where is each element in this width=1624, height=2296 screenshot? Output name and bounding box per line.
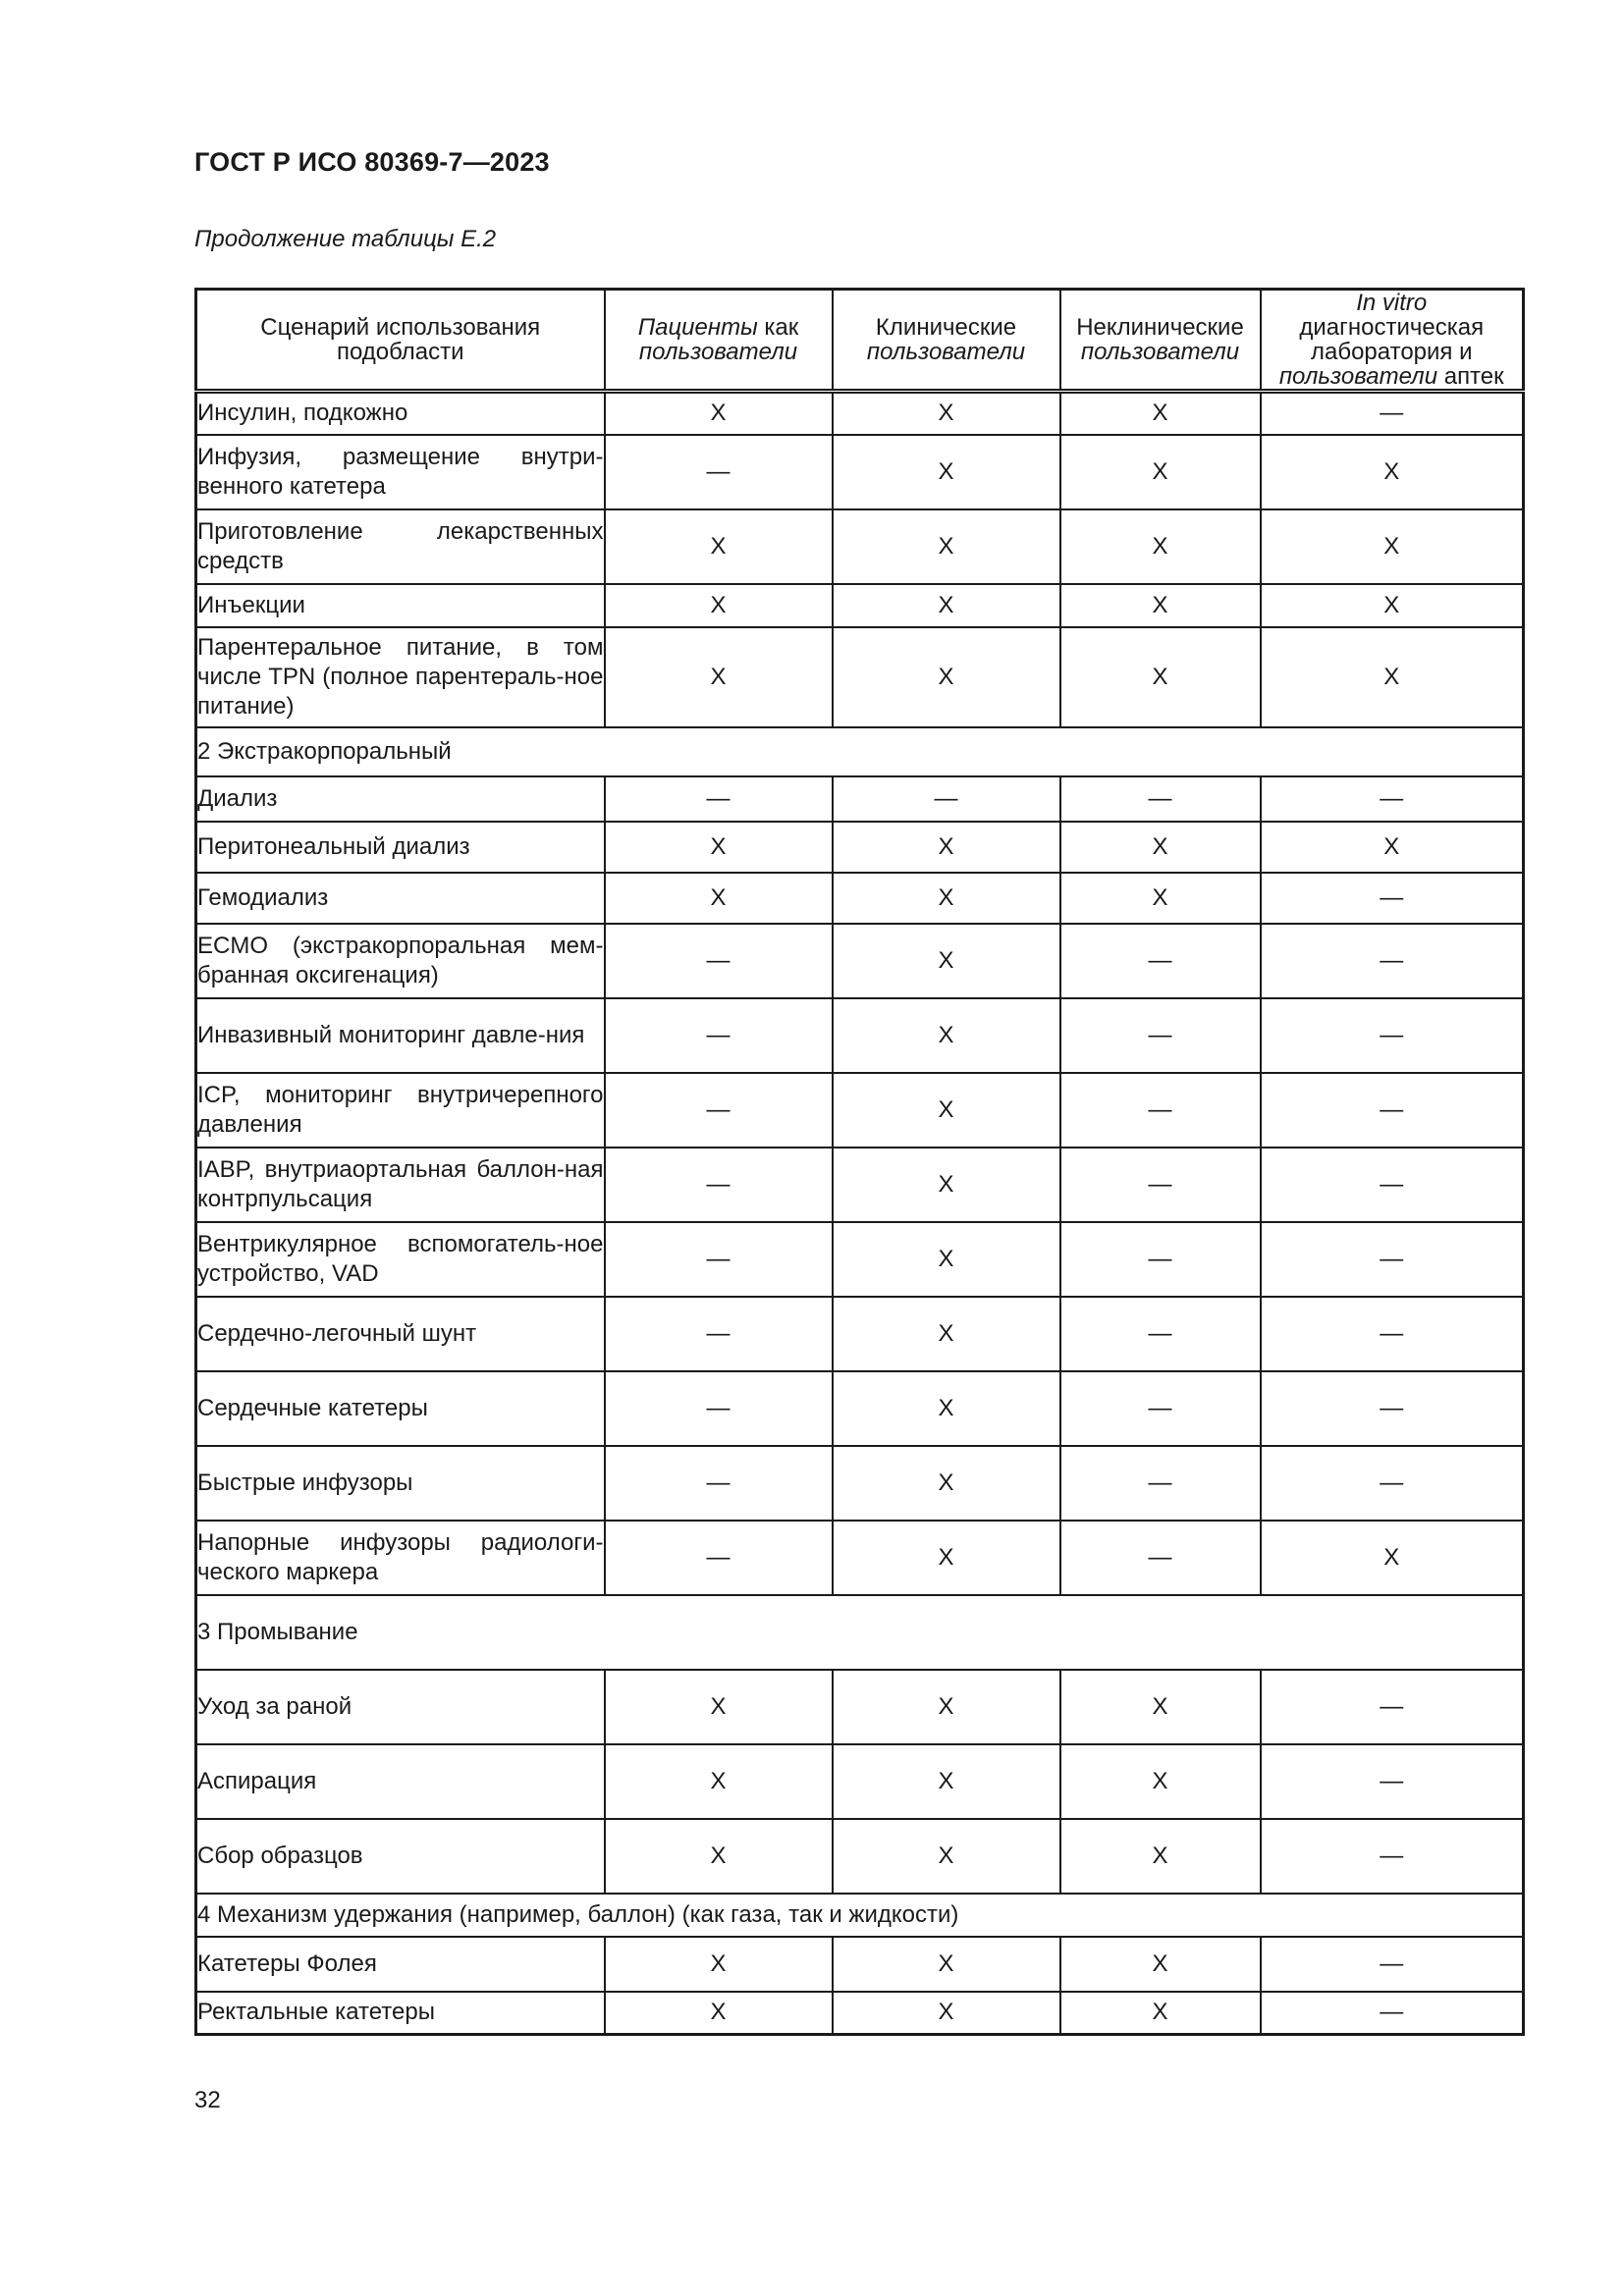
table-header-row — [196, 290, 1524, 392]
mark-nonclinical: X — [1060, 627, 1261, 727]
mark-clinical: X — [833, 822, 1060, 873]
mark-patients: X — [605, 584, 833, 627]
scenario-name: Сердечные катетеры — [196, 1371, 605, 1446]
usage-table — [194, 288, 1525, 2036]
table-row — [196, 998, 1524, 1073]
mark-clinical: X — [833, 1371, 1060, 1446]
table-row — [196, 392, 1524, 435]
header-text: пользователи — [866, 339, 1026, 365]
header-text: Клинические — [875, 314, 1017, 341]
mark-lab-pharmacy: X — [1261, 435, 1524, 509]
mark-nonclinical: — — [1060, 1148, 1261, 1222]
table-row — [196, 435, 1524, 509]
scenario-name: Вентрикулярное вспомогатель-ное устройство, VAD — [196, 1222, 605, 1297]
scenario-name: Напорные инфузоры радиологи-ческого маркера — [196, 1521, 605, 1595]
mark-lab-pharmacy: — — [1261, 1073, 1524, 1148]
mark-clinical: X — [833, 1297, 1060, 1371]
mark-clinical: X — [833, 1937, 1060, 1992]
section-row — [196, 1595, 1524, 1670]
mark-lab-pharmacy: — — [1261, 1222, 1524, 1297]
scenario-name: Парентеральное питание, в том числе TPN (полное парентераль-ное питание) — [196, 627, 605, 727]
table-row — [196, 1521, 1524, 1595]
mark-patients: X — [605, 1937, 833, 1992]
header-patients — [605, 290, 833, 392]
section-title: 3 Промывание — [196, 1595, 1524, 1670]
mark-clinical: X — [833, 435, 1060, 509]
mark-lab-pharmacy: — — [1261, 1937, 1524, 1992]
scenario-name: Диализ — [196, 776, 605, 822]
mark-nonclinical: — — [1060, 1371, 1261, 1446]
mark-patients: — — [605, 1222, 833, 1297]
scenario-name: Сердечно-легочный шунт — [196, 1297, 605, 1371]
mark-lab-pharmacy: X — [1261, 822, 1524, 873]
mark-clinical: X — [833, 1670, 1060, 1744]
table-caption: Продолжение таблицы Е.2 — [194, 226, 497, 252]
scenario-name: Инфузия, размещение внутри-венного катетера — [196, 435, 605, 509]
table-row — [196, 584, 1524, 627]
table-row — [196, 1937, 1524, 1992]
mark-patients: — — [605, 435, 833, 509]
header-text: пользователи — [1080, 339, 1240, 365]
mark-nonclinical: X — [1060, 1670, 1261, 1744]
mark-nonclinical: — — [1060, 776, 1261, 822]
scenario-name: ECMO (экстракорпоральная мем-бранная оксигенация) — [196, 924, 605, 998]
mark-lab-pharmacy: — — [1261, 924, 1524, 998]
mark-nonclinical: X — [1060, 435, 1261, 509]
mark-clinical: X — [833, 627, 1060, 727]
mark-patients: — — [605, 1371, 833, 1446]
scenario-name: Катетеры Фолея — [196, 1937, 605, 1992]
mark-patients: — — [605, 998, 833, 1073]
mark-lab-pharmacy: X — [1261, 509, 1524, 584]
mark-clinical: X — [833, 392, 1060, 435]
mark-clinical: X — [833, 1073, 1060, 1148]
table-row — [196, 627, 1524, 727]
mark-nonclinical: X — [1060, 1819, 1261, 1894]
mark-clinical: — — [833, 776, 1060, 822]
mark-patients: X — [605, 873, 833, 924]
scenario-name: Гемодиализ — [196, 873, 605, 924]
mark-nonclinical: X — [1060, 1744, 1261, 1819]
mark-patients: — — [605, 776, 833, 822]
scenario-name: Инсулин, подкожно — [196, 392, 605, 435]
section-title: 2 Экстракорпоральный — [196, 727, 1524, 776]
table-row — [196, 1819, 1524, 1894]
scenario-name: Инвазивный мониторинг давле-ния — [196, 998, 605, 1073]
mark-nonclinical: — — [1060, 1521, 1261, 1595]
mark-patients: X — [605, 1744, 833, 1819]
mark-patients: — — [605, 924, 833, 998]
mark-lab-pharmacy: — — [1261, 873, 1524, 924]
table-row — [196, 1371, 1524, 1446]
table-row — [196, 1670, 1524, 1744]
table-row — [196, 924, 1524, 998]
table-row — [196, 1297, 1524, 1371]
mark-patients: — — [605, 1073, 833, 1148]
mark-lab-pharmacy: X — [1261, 1521, 1524, 1595]
table-row — [196, 822, 1524, 873]
mark-nonclinical: X — [1060, 1992, 1261, 2035]
table-row — [196, 1148, 1524, 1222]
scenario-name: Перитонеальный диализ — [196, 822, 605, 873]
header-text: диагностическая лаборатория и — [1299, 314, 1485, 365]
mark-clinical: X — [833, 1521, 1060, 1595]
header-clinical — [833, 290, 1060, 392]
scenario-name: Приготовление лекарственных средств — [196, 509, 605, 584]
mark-clinical: X — [833, 1148, 1060, 1222]
scenario-name: Сбор образцов — [196, 1819, 605, 1894]
mark-clinical: X — [833, 1992, 1060, 2035]
table-row — [196, 1222, 1524, 1297]
mark-nonclinical: X — [1060, 822, 1261, 873]
mark-nonclinical: X — [1060, 509, 1261, 584]
mark-lab-pharmacy: — — [1261, 1819, 1524, 1894]
mark-nonclinical: — — [1060, 998, 1261, 1073]
scenario-name: Быстрые инфузоры — [196, 1446, 605, 1521]
header-text: Пациенты — [637, 314, 758, 341]
mark-lab-pharmacy: — — [1261, 1371, 1524, 1446]
mark-clinical: X — [833, 873, 1060, 924]
mark-nonclinical: — — [1060, 1297, 1261, 1371]
table-row — [196, 776, 1524, 822]
section-row — [196, 727, 1524, 776]
header-text: Неклинические — [1076, 314, 1244, 341]
scenario-name: Инъекции — [196, 584, 605, 627]
mark-patients: — — [605, 1297, 833, 1371]
header-text: как — [757, 314, 799, 341]
table-row — [196, 1073, 1524, 1148]
mark-nonclinical: — — [1060, 924, 1261, 998]
mark-clinical: X — [833, 1222, 1060, 1297]
mark-clinical: X — [833, 509, 1060, 584]
section-row — [196, 1894, 1524, 1937]
mark-patients: X — [605, 1819, 833, 1894]
table-row — [196, 1744, 1524, 1819]
scenario-name: IABP, внутриаортальная баллон-ная контрпульсация — [196, 1148, 605, 1222]
table-row — [196, 1992, 1524, 2035]
mark-patients: X — [605, 822, 833, 873]
mark-nonclinical: X — [1060, 873, 1261, 924]
mark-lab-pharmacy: — — [1261, 1297, 1524, 1371]
mark-lab-pharmacy: — — [1261, 1670, 1524, 1744]
mark-patients: X — [605, 392, 833, 435]
header-text: Сценарий использования подобласти — [260, 314, 541, 365]
scenario-name: Аспирация — [196, 1744, 605, 1819]
mark-nonclinical: X — [1060, 392, 1261, 435]
header-text: аптек — [1437, 363, 1504, 390]
scenario-name: ICP, мониторинг внутричерепного давления — [196, 1073, 605, 1148]
mark-nonclinical: — — [1060, 1073, 1261, 1148]
mark-clinical: X — [833, 1819, 1060, 1894]
mark-clinical: X — [833, 998, 1060, 1073]
mark-lab-pharmacy: — — [1261, 998, 1524, 1073]
table-body — [196, 290, 1524, 2035]
mark-patients: X — [605, 627, 833, 727]
header-text: In vitro — [1356, 290, 1428, 316]
mark-nonclinical: — — [1060, 1222, 1261, 1297]
document-id: ГОСТ Р ИСО 80369-7—2023 — [194, 147, 550, 177]
mark-lab-pharmacy: X — [1261, 627, 1524, 727]
table-row — [196, 873, 1524, 924]
header-lab-pharmacy — [1261, 290, 1524, 392]
header-text: пользователи — [638, 339, 798, 365]
header-scenario — [196, 290, 605, 392]
table-row — [196, 509, 1524, 584]
page-number: 32 — [194, 2087, 221, 2113]
scenario-name: Ректальные катетеры — [196, 1992, 605, 2035]
mark-lab-pharmacy: — — [1261, 392, 1524, 435]
mark-lab-pharmacy: — — [1261, 1744, 1524, 1819]
mark-lab-pharmacy: — — [1261, 1148, 1524, 1222]
mark-patients: X — [605, 1992, 833, 2035]
mark-clinical: X — [833, 1446, 1060, 1521]
mark-clinical: X — [833, 924, 1060, 998]
scenario-name: Уход за раной — [196, 1670, 605, 1744]
mark-patients: X — [605, 1670, 833, 1744]
mark-patients: — — [605, 1446, 833, 1521]
section-title: 4 Механизм удержания (например, баллон) (как газа, так и жидкости) — [196, 1894, 1524, 1937]
header-nonclinical — [1060, 290, 1261, 392]
mark-patients: — — [605, 1148, 833, 1222]
mark-lab-pharmacy: — — [1261, 776, 1524, 822]
mark-lab-pharmacy: — — [1261, 1446, 1524, 1521]
mark-nonclinical: X — [1060, 584, 1261, 627]
table-row — [196, 1446, 1524, 1521]
mark-nonclinical: — — [1060, 1446, 1261, 1521]
mark-lab-pharmacy: — — [1261, 1992, 1524, 2035]
mark-patients: X — [605, 509, 833, 584]
mark-nonclinical: X — [1060, 1937, 1261, 1992]
mark-clinical: X — [833, 1744, 1060, 1819]
header-text: пользователи — [1278, 363, 1438, 390]
mark-lab-pharmacy: X — [1261, 584, 1524, 627]
mark-patients: — — [605, 1521, 833, 1595]
mark-clinical: X — [833, 584, 1060, 627]
